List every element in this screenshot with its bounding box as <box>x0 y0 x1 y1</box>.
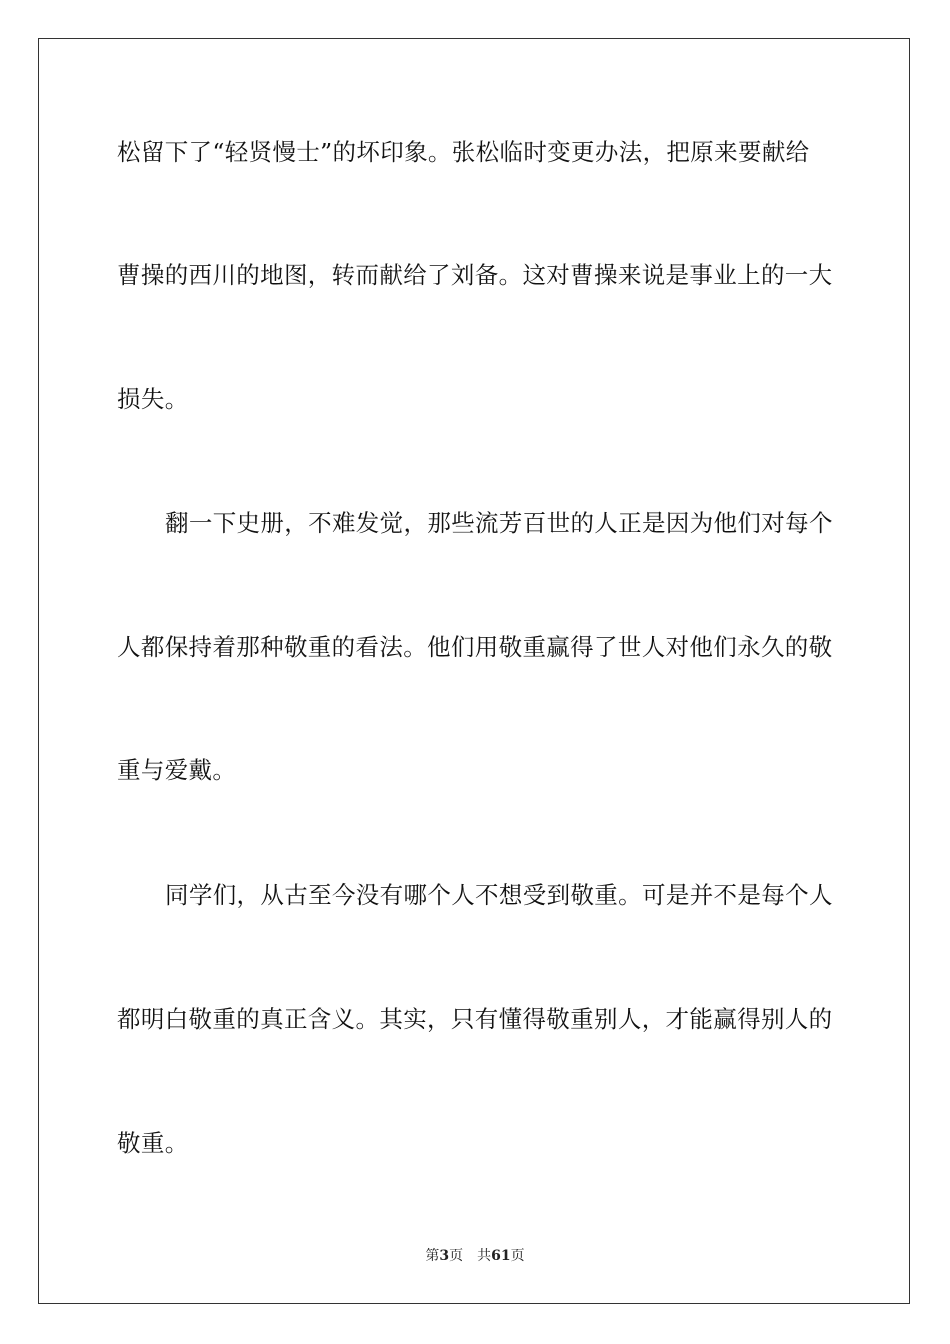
page-number: 3 <box>439 1248 450 1264</box>
page-border <box>38 38 910 1304</box>
text-line-3: 损失。 <box>117 385 189 413</box>
page-suffix: 页 <box>449 1248 464 1264</box>
text-line-6: 重与爱戴。 <box>117 756 237 784</box>
total-prefix: 共 <box>477 1248 492 1264</box>
total-pages: 61 <box>491 1248 511 1264</box>
text-line-9: 敬重。 <box>117 1129 189 1157</box>
total-suffix: 页 <box>510 1248 525 1264</box>
text-line-5: 人都保持着那种敬重的看法。他们用敬重赢得了世人对他们永久的敬 <box>117 633 833 661</box>
text-line-2: 曹操的西川的地图，转而献给了刘备。这对曹操来说是事业上的一大 <box>117 261 833 289</box>
text-line-8: 都明白敬重的真正含义。其实，只有懂得敬重别人，才能赢得别人的 <box>117 1005 833 1033</box>
page-prefix: 第 <box>425 1248 440 1264</box>
page-footer <box>0 1247 950 1265</box>
text-line-4: 翻一下史册，不难发觉，那些流芳百世的人正是因为他们对每个 <box>165 509 833 537</box>
text-line-1: 松留下了“轻贤慢士”的坏印象。张松临时变更办法，把原来要献给 <box>117 138 810 166</box>
text-line-7: 同学们，从古至今没有哪个人不想受到敬重。可是并不是每个人 <box>165 881 833 909</box>
